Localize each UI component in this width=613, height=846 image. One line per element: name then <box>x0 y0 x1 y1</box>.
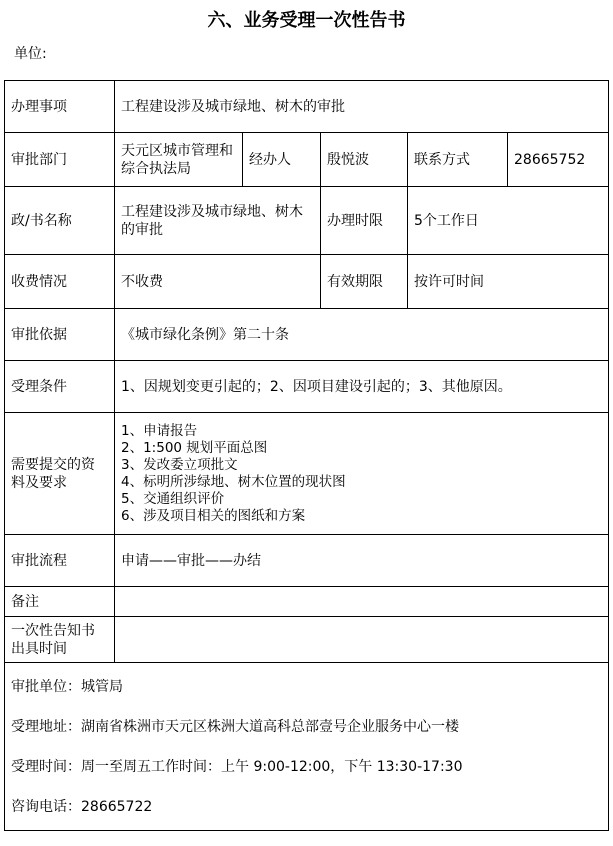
row-label: 需要提交的资料及要求 <box>5 413 115 535</box>
row-label: 政/书名称 <box>5 187 115 255</box>
table-row <box>5 187 609 255</box>
list-item: 5、交通组织评价 <box>121 490 225 507</box>
row-label: 收费情况 <box>5 255 115 309</box>
time-label: 办理时限 <box>321 187 408 255</box>
list-item: 2、1:500 规划平面总图 <box>121 439 268 456</box>
list-item: 4、标明所涉绿地、树木位置的现状图 <box>121 473 346 490</box>
row-label: 审批流程 <box>5 535 115 587</box>
contact-label: 联系方式 <box>408 133 508 187</box>
time-value: 5个工作日 <box>408 187 609 255</box>
address: 受理地址：湖南省株洲市天元区株洲大道高科总部壹号企业服务中心一楼 <box>11 718 459 735</box>
license-name: 工程建设涉及城市绿地、树木的审批 <box>115 187 321 255</box>
basis-value: 《城市绿化条例》第二十条 <box>115 309 609 361</box>
unit-label: 单位: <box>14 46 47 62</box>
validity-label: 有效期限 <box>321 255 408 309</box>
contact-value: 28665752 <box>508 133 609 187</box>
row-label: 办理事项 <box>5 81 115 133</box>
list-item: 1、申请报告 <box>121 422 198 439</box>
table-row <box>5 413 609 535</box>
approval-unit: 审批单位：城管局 <box>11 678 123 695</box>
table-row <box>5 535 609 587</box>
dept-name: 天元区城市管理和综合执法局 <box>115 133 243 187</box>
list-item: 6、涉及项目相关的图纸和方案 <box>121 507 306 524</box>
notice-time-value <box>115 617 609 663</box>
table-row <box>5 309 609 361</box>
table-row <box>5 663 609 831</box>
row-label: 一次性告知书出具时间 <box>5 617 115 663</box>
footer-info <box>5 663 609 831</box>
table-row <box>5 255 609 309</box>
row-label: 审批部门 <box>5 133 115 187</box>
process-value: 申请——审批——办结 <box>115 535 609 587</box>
hours: 受理时间：周一至周五工作时间：上午 9:00-12:00，下午 13:30-17:30 <box>11 758 463 775</box>
list-item: 3、发改委立项批文 <box>121 456 238 473</box>
row-label: 审批依据 <box>5 309 115 361</box>
handler-label: 经办人 <box>243 133 321 187</box>
table-row <box>5 617 609 663</box>
table-row <box>5 361 609 413</box>
table-row <box>5 133 609 187</box>
validity-value: 按许可时间 <box>408 255 609 309</box>
table-row <box>5 587 609 617</box>
fee-value: 不收费 <box>115 255 321 309</box>
row-label: 受理条件 <box>5 361 115 413</box>
phone: 咨询电话：28665722 <box>11 798 153 815</box>
row-value: 工程建设涉及城市绿地、树木的审批 <box>115 81 609 133</box>
conditions-value: 1、因规划变更引起的；2、因项目建设引起的；3、其他原因。 <box>115 361 609 413</box>
remarks-value <box>115 587 609 617</box>
row-label: 备注 <box>5 587 115 617</box>
materials-list <box>115 413 609 535</box>
table-row <box>5 81 609 133</box>
info-table <box>4 80 609 831</box>
handler-name: 殷悦波 <box>321 133 408 187</box>
page-title: 六、业务受理一次性告书 <box>207 10 406 31</box>
